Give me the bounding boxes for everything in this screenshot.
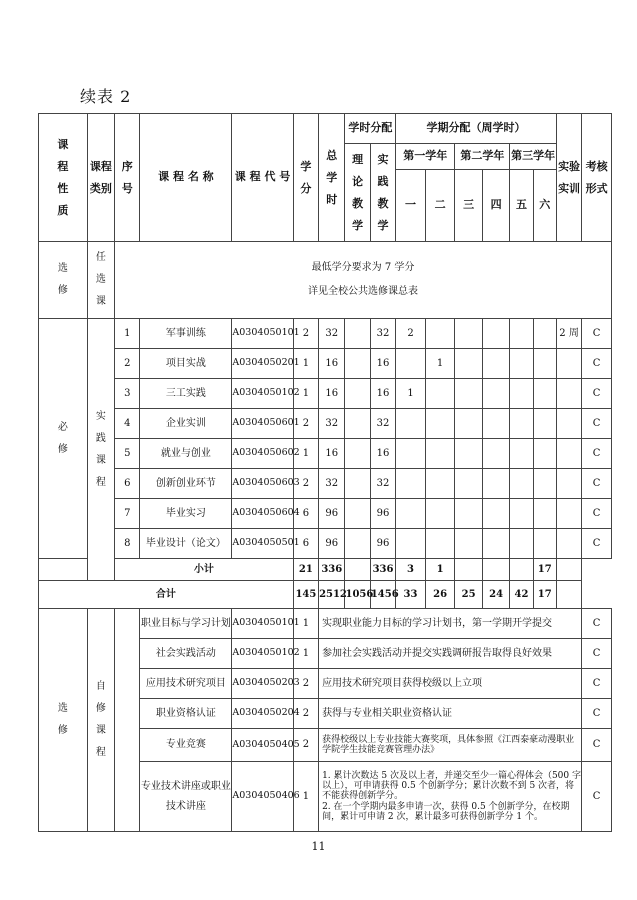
subtotal-row: 小计 21 336 336 3 1 17 (39, 559, 612, 581)
elective2-type: 自修课程 (95, 681, 106, 758)
required-category: 必修 (57, 421, 68, 455)
header-hours-dist: 学时分配 (345, 114, 396, 144)
header-name: 课 程 名 称 (140, 114, 232, 242)
header-sem-3: 三 (455, 170, 482, 242)
subtotal-label: 小计 (115, 559, 294, 581)
header-sem-4: 四 (482, 170, 509, 242)
header-seq: 序号 (121, 159, 133, 195)
header-category: 课程性质 (57, 137, 69, 217)
table-row: 应用技术研究项目 A0304050203 2 应用技术研究项目获得校级以上立项 C (39, 669, 612, 699)
table-row: 7 毕业实习 A0304050604 6 96 96 C (39, 499, 612, 529)
page-number: 11 (311, 840, 326, 853)
header-exam: 考核形式 (585, 159, 608, 195)
header-sem-1: 一 (396, 170, 426, 242)
header-practice: 实践教学 (377, 152, 389, 232)
elective2-category: 选修 (57, 703, 68, 736)
table-row: 6 创新创业环节 A0304050603 2 32 32 C (39, 469, 612, 499)
table-continuation-title: 续表 2 (80, 87, 132, 106)
header-year3: 第三学年 (510, 144, 557, 170)
table-row: 8 毕业设计（论文） A0304050501 6 96 96 C (39, 529, 612, 559)
table-row: 社会实践活动 A0304050102 1 参加社会实践活动并提交实践调研报告取得良好效果 C (39, 639, 612, 669)
elective1-category: 选修 (57, 263, 68, 296)
curriculum-table (38, 113, 612, 832)
table-row: 专业竞赛 A0304050405 2 获得校级以上专业技能大赛奖项，具体参照《江西泰豪动漫职业学院学生技能竞赛管理办法》 C (39, 729, 612, 762)
header-year1: 第一学年 (396, 144, 455, 170)
header-type: 课程类别 (89, 159, 112, 195)
header-total-hours: 总学时 (326, 148, 338, 206)
header-sem-2: 二 (425, 170, 455, 242)
header-theory: 理论教学 (352, 152, 364, 232)
table-row: 3 三工实践 A0304050102 1 16 16 1 C (39, 379, 612, 409)
table-row: 必修 实践课程 1 军事训练 A0304050101 2 32 32 2 2 周 C (39, 319, 612, 349)
header-lab: 实验实训 (558, 159, 581, 195)
header-sem-5: 五 (510, 170, 533, 242)
table-row: 选修 自修课程 职业目标与学习计划 A0304050101 1 实现职业能力目标的学习计划书，第一学期开学提交 C (39, 609, 612, 639)
header-sem-6: 六 (533, 170, 556, 242)
table-row: 5 就业与创业 A0304050602 1 16 16 C (39, 439, 612, 469)
required-type: 实践课程 (95, 410, 106, 488)
header-semester-dist: 学期分配（周学时） (396, 114, 557, 144)
table-row: 4 企业实训 A0304050601 2 32 32 C (39, 409, 612, 439)
header-year2: 第二学年 (455, 144, 510, 170)
grand-total-row: 合计 145 2512 1056 1456 33 26 25 24 42 17 (39, 581, 612, 609)
table-row: 职业资格认证 A0304050204 2 获得与专业相关职业资格认证 C (39, 699, 612, 729)
header-code: 课 程 代 号 (232, 114, 293, 242)
elective1-min-credit: 最低学分要求为 7 学分 (311, 262, 415, 273)
elective1-see-list: 详见全校公共选修课总表 (308, 286, 419, 297)
elective1-type: 任选课 (95, 252, 106, 307)
grand-total-label: 合计 (39, 581, 294, 609)
table-row: 2 项目实战 A0304050201 1 16 16 1 C (39, 349, 612, 379)
header-credit: 学分 (300, 159, 312, 195)
table-row: 专业技术讲座或职业技术讲座 A0304050406 1 1. 累计次数达 5 次及以上者，并递交至少一篇心得体会（500 字以上），可申请获得 0.5 个创新学分；累计次数不到 5 次者，将不能获得创新学分。 2. 在一个学期内最多申请一次，获得 0.5 个创新学分，在校期间，累计可申请 2 次，累计最多可获得创新学分 1 个。 C (39, 762, 612, 832)
